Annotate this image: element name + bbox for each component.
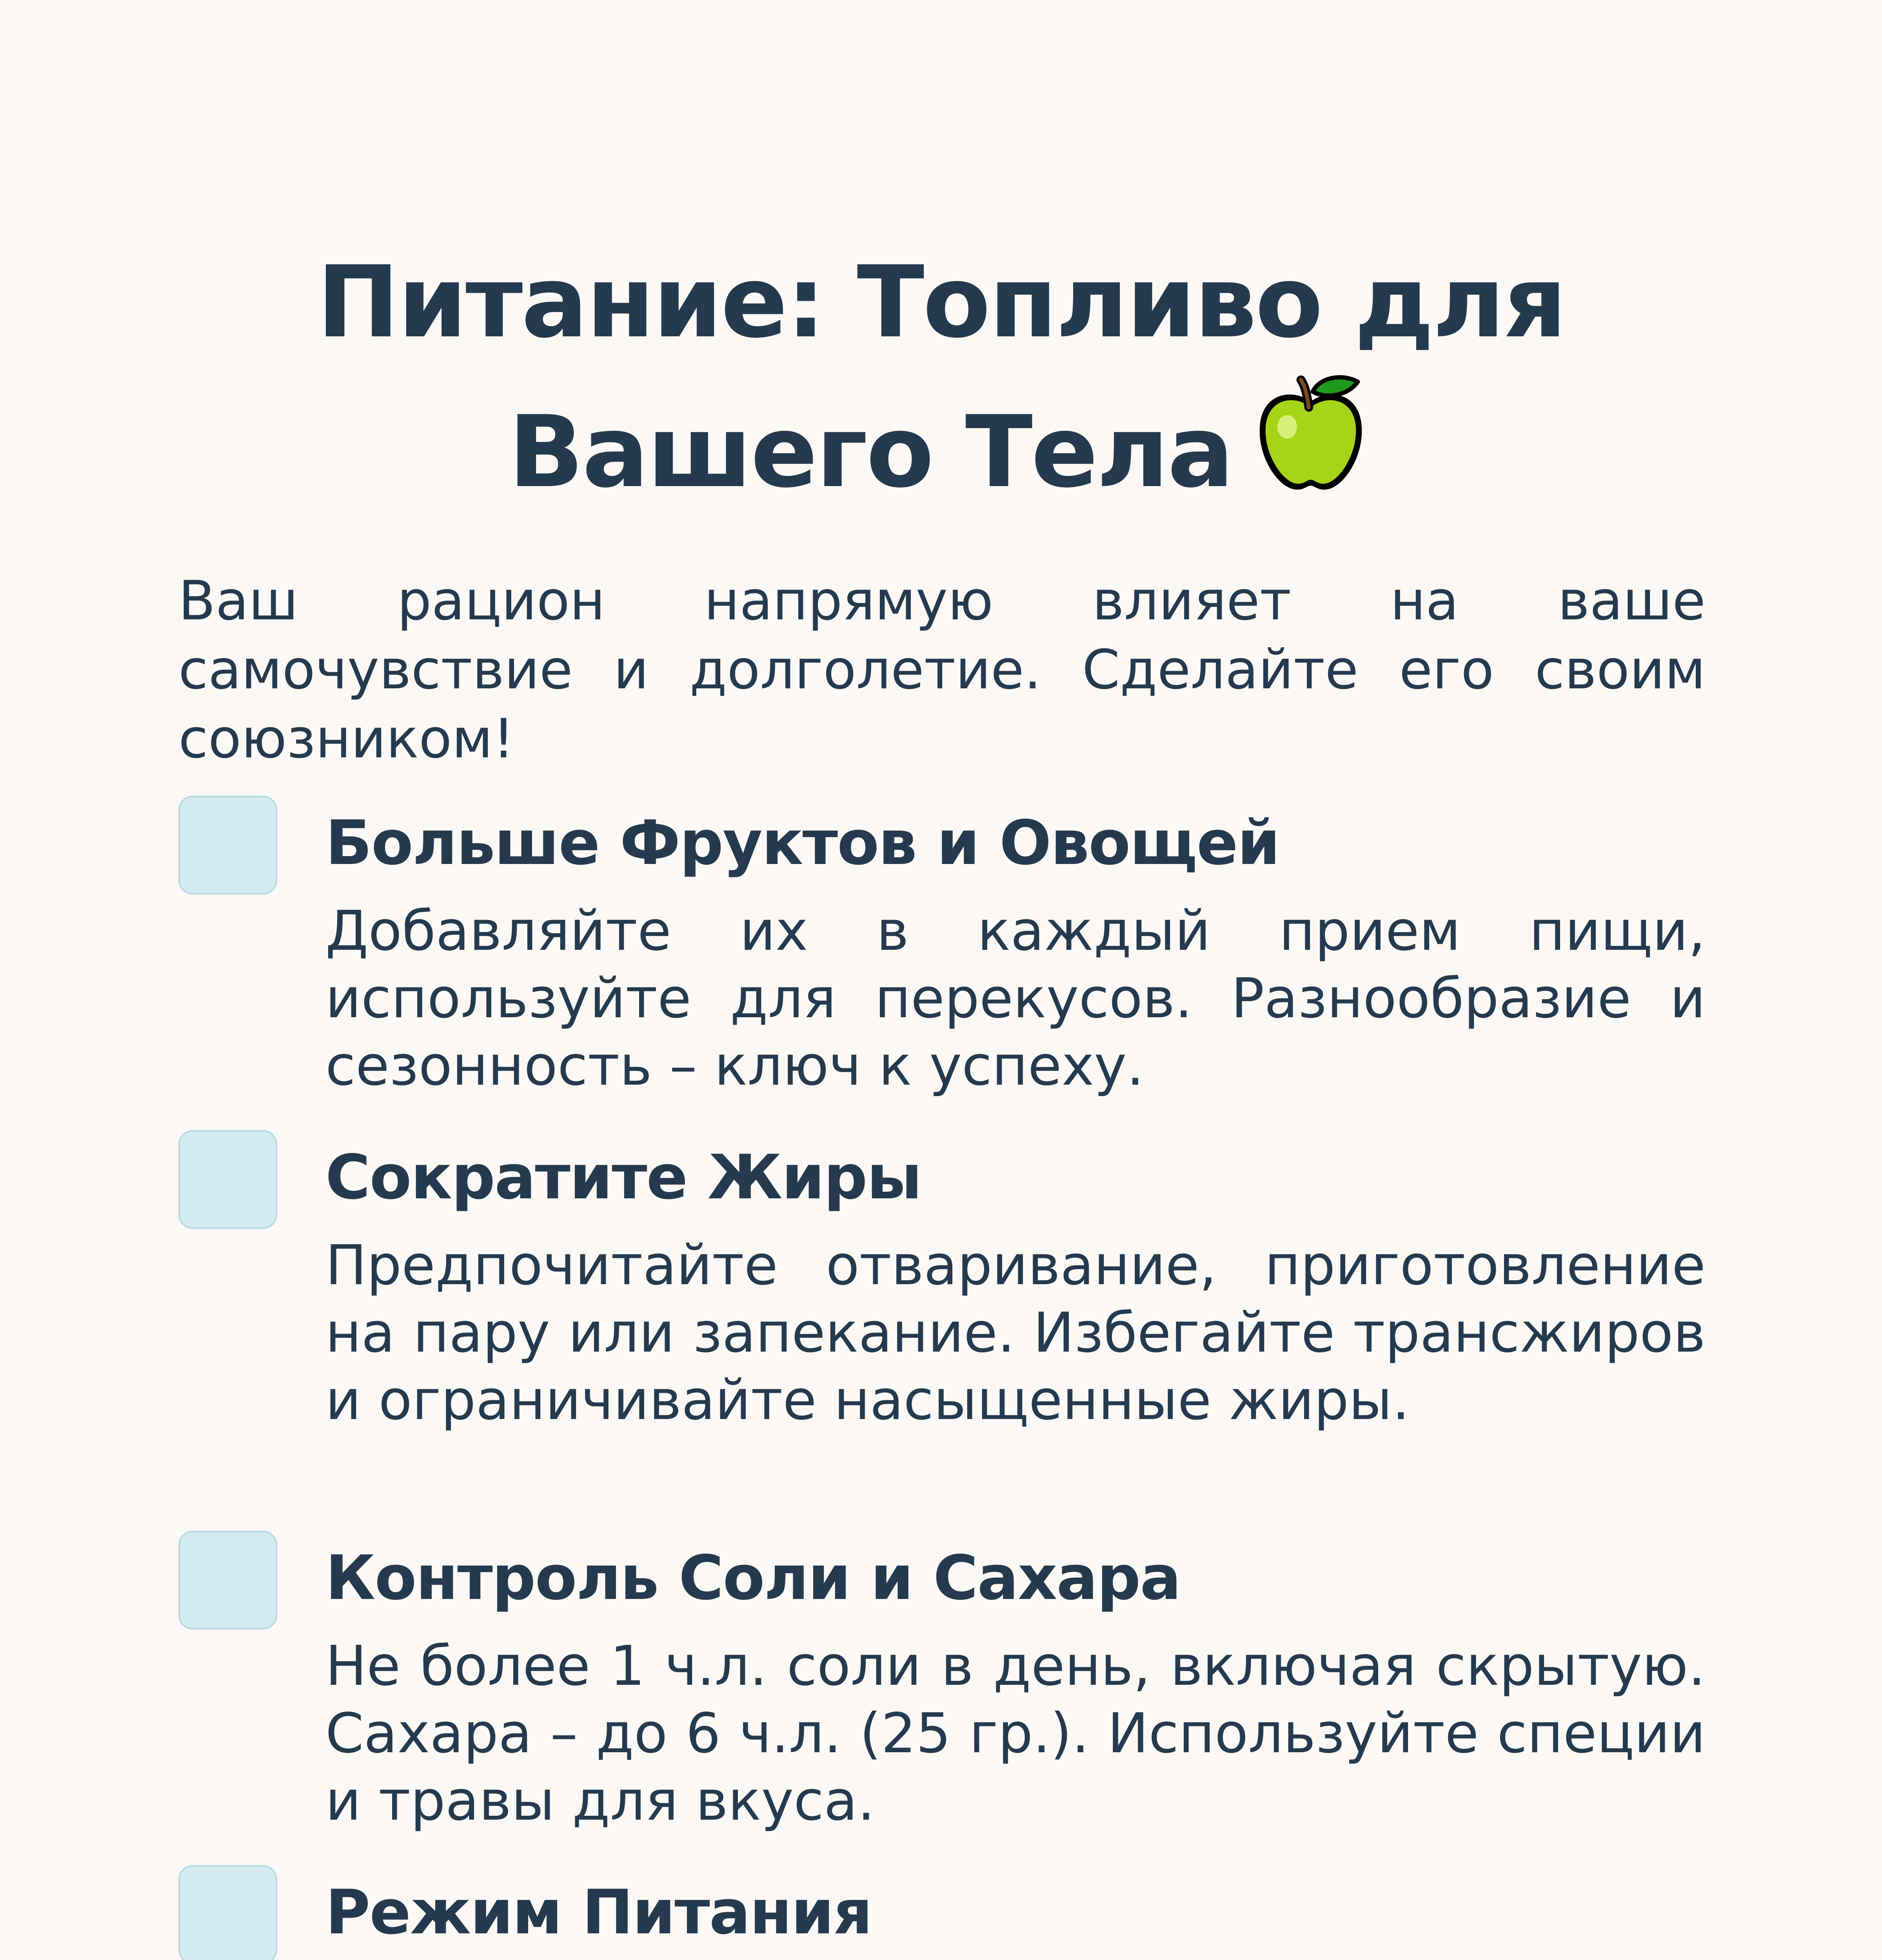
item-text: Не более 1 ч.л. соли в день, включая скрытую. Сахара – до 6 ч.л. (25 гр.). Используйте специи и травы для вкуса. — [325, 1634, 1706, 1833]
page-title — [176, 235, 1706, 520]
green-apple-icon — [1248, 370, 1373, 495]
item-heading: Режим Питания — [325, 1877, 872, 1948]
item-heading: Контроль Соли и Сахара — [325, 1542, 1181, 1613]
item-text: Предпочитайте отваривание, приготовление на пару или запекание. Избегайте трансжиров и ограничивайте насыщенные жиры. — [325, 1234, 1706, 1432]
checkbox-placeholder — [178, 1865, 277, 1960]
page-title-text: Питание: Топливо для Вашего Тела — [316, 245, 1566, 510]
item-heading: Больше Фруктов и Овощей — [325, 807, 1280, 878]
intro-paragraph: Ваш рацион напрямую влияет на ваше самочувствие и долголетие. Сделайте его своим союзником! — [178, 569, 1706, 770]
checkbox-placeholder — [178, 1130, 277, 1229]
checkbox-placeholder — [178, 796, 277, 895]
item-text: Добавляйте их в каждый прием пищи, используйте для перекусов. Разнообразие и сезонность – ключ к успеху. — [325, 899, 1706, 1098]
item-heading: Сократите Жиры — [325, 1142, 921, 1213]
checkbox-placeholder — [178, 1531, 277, 1630]
